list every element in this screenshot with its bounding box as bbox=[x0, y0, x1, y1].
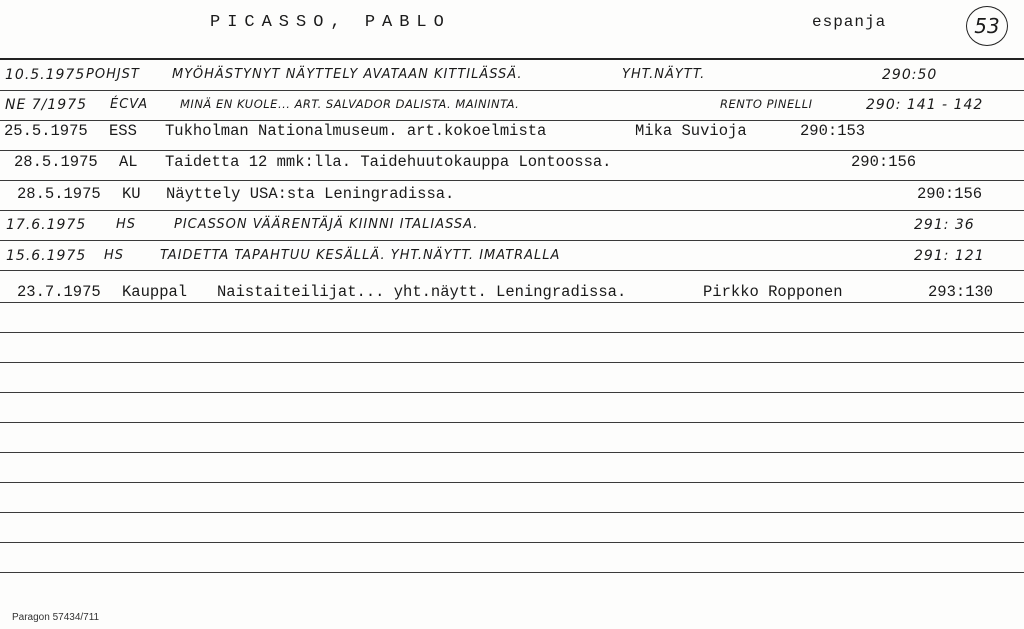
entry-title: Näyttely USA:sta Leningradissa. bbox=[166, 185, 455, 203]
entry-reference: 291: 36 bbox=[914, 217, 975, 233]
ruled-line bbox=[0, 150, 1024, 151]
ruled-line bbox=[0, 572, 1024, 573]
entry-reference: 290:50 bbox=[882, 67, 938, 83]
entry-note: RENTO PINELLI bbox=[720, 97, 813, 111]
card-print-mark: Paragon 57434/711 bbox=[12, 612, 100, 623]
entry-note: Pirkko Ropponen bbox=[703, 283, 843, 301]
card-entry bbox=[0, 153, 1024, 179]
entry-reference: 290:156 bbox=[917, 185, 983, 203]
ruled-line bbox=[0, 542, 1024, 543]
entry-date: 28.5.1975 bbox=[14, 153, 98, 171]
card-subject-name: PICASSO, PABLO bbox=[210, 13, 451, 32]
ruled-line bbox=[0, 422, 1024, 423]
entry-note: Mika Suvioja bbox=[635, 122, 747, 140]
entry-date: 10.5.1975 bbox=[5, 67, 86, 83]
entry-source: KU bbox=[122, 185, 141, 203]
entry-reference: 290:156 bbox=[851, 153, 917, 171]
entry-title: Taidetta 12 mmk:lla. Taidehuutokauppa Lontoossa. bbox=[165, 153, 612, 171]
card-entry bbox=[0, 67, 1024, 93]
entry-source: Kauppal bbox=[122, 283, 188, 301]
ruled-line bbox=[0, 332, 1024, 333]
entry-reference: 291: 121 bbox=[914, 248, 985, 264]
entry-title: Tukholman Nationalmuseum. art.kokoelmista bbox=[165, 122, 547, 140]
card-entry bbox=[0, 97, 1024, 123]
entry-note: YHT.NÄYTT. bbox=[622, 67, 706, 82]
ruled-line bbox=[0, 512, 1024, 513]
entry-source: HS bbox=[116, 217, 137, 232]
card-subject-country: espanja bbox=[812, 13, 887, 31]
ruled-line bbox=[0, 180, 1024, 181]
entry-title: MYÖHÄSTYNYT NÄYTTELY AVATAAN KITTILÄSSÄ. bbox=[172, 67, 523, 82]
header-rule bbox=[0, 58, 1024, 60]
entry-title: TAIDETTA TAPAHTUU KESÄLLÄ. YHT.NÄYTT. IMATRALLA bbox=[160, 248, 561, 263]
card-number: 53 bbox=[974, 14, 1000, 38]
entry-title: MINÄ EN KUOLE... ART. SALVADOR DALISTA. MAININTA. bbox=[180, 97, 520, 111]
card-entry bbox=[0, 248, 1024, 274]
entry-reference: 293:130 bbox=[928, 283, 994, 301]
ruled-line bbox=[0, 392, 1024, 393]
entry-title: Naistaiteilijat... yht.näytt. Leningradissa. bbox=[217, 283, 627, 301]
ruled-line bbox=[0, 362, 1024, 363]
entry-date: 17.6.1975 bbox=[6, 217, 87, 233]
entry-date: 15.6.1975 bbox=[6, 248, 87, 264]
entry-source: ÉCVA bbox=[110, 97, 149, 112]
entry-date: 25.5.1975 bbox=[4, 122, 88, 140]
entry-source: ESS bbox=[109, 122, 137, 140]
entry-source: HS bbox=[104, 248, 125, 263]
entry-date: NE 7/1975 bbox=[5, 97, 88, 113]
entry-date: 23.7.1975 bbox=[17, 283, 101, 301]
entry-source: POHJST bbox=[86, 67, 140, 82]
ruled-line bbox=[0, 482, 1024, 483]
card-entry bbox=[0, 122, 1024, 148]
entry-reference: 290: 141 - 142 bbox=[866, 97, 984, 113]
entry-source: AL bbox=[119, 153, 138, 171]
ruled-line bbox=[0, 452, 1024, 453]
entry-title: PICASSON VÄÄRENTÄJÄ KIINNI ITALIASSA. bbox=[174, 217, 479, 232]
card-entry bbox=[0, 185, 1024, 211]
card-entry bbox=[0, 283, 1024, 309]
entry-date: 28.5.1975 bbox=[17, 185, 101, 203]
card-entry bbox=[0, 217, 1024, 243]
entry-reference: 290:153 bbox=[800, 122, 866, 140]
